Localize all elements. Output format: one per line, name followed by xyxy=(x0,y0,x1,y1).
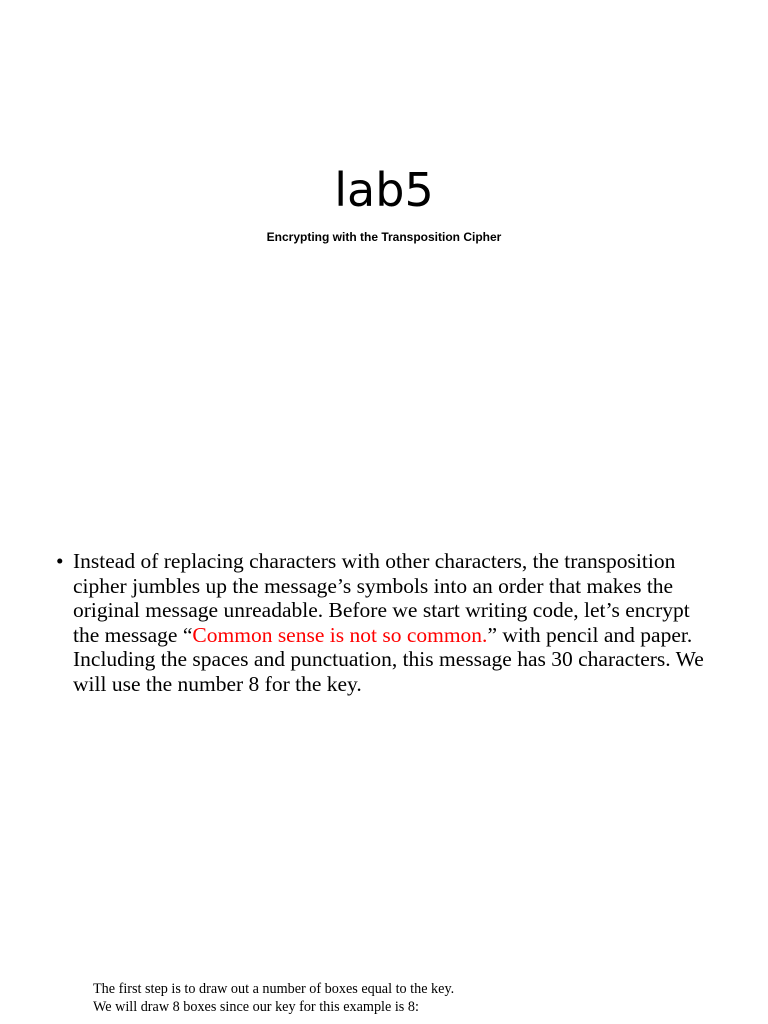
highlighted-message: Common sense is not so common. xyxy=(192,622,488,647)
bullet-text xyxy=(73,549,716,697)
slide-subtitle: Encrypting with the Transposition Cipher xyxy=(266,230,502,244)
footer-note-line-2: We will draw 8 boxes since our key for this example is 8: xyxy=(93,998,419,1015)
bullet-text-after: ” with pencil and paper. Including the spaces and punctuation, this message has 30 characters. We will use the number 8 for the key. xyxy=(73,622,704,696)
bullet-marker: • xyxy=(56,549,64,573)
footer-note-line-1: The first step is to draw out a number of boxes equal to the key. xyxy=(93,981,455,997)
bullet-paragraph xyxy=(56,549,716,697)
footer-notes xyxy=(93,981,713,1016)
slide-title: lab5 xyxy=(334,163,434,217)
bullet-text-before: Instead of replacing characters with other characters, the transposition cipher jumbles up the message’s symbols into an order that makes the original message unreadable. Before we start writing code, let’s encrypt the message “ xyxy=(73,549,690,647)
